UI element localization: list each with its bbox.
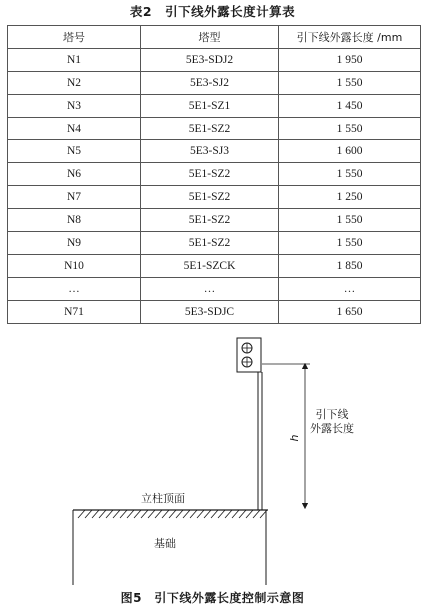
exposed-length-cell: 1 950	[279, 48, 421, 71]
hatch-mark	[176, 510, 183, 518]
hatch-mark	[155, 510, 162, 518]
tower-no-cell: N3	[8, 94, 141, 117]
hatch-mark	[120, 510, 127, 518]
table-row	[8, 277, 421, 300]
tower-no-cell: N1	[8, 48, 141, 71]
tower-type-cell: 5E1-SZ1	[141, 94, 279, 117]
hatch-mark	[134, 510, 141, 518]
hatch-mark	[148, 510, 155, 518]
tower-type-cell: 5E1-SZ2	[141, 117, 279, 140]
header-tower-type: 塔型	[141, 26, 279, 49]
label-line1: 引下线	[315, 408, 349, 421]
tower-type-cell: 5E3-SDJC	[141, 300, 279, 323]
hatching	[78, 510, 267, 518]
hatch-mark	[85, 510, 92, 518]
hatch-mark	[225, 510, 232, 518]
figure-caption: 图5 引下线外露长度控制示意图	[120, 591, 305, 605]
table-row	[8, 48, 421, 71]
tower-no-cell: N10	[8, 254, 141, 277]
foundation-label: 基础	[154, 537, 176, 550]
tower-type-cell: 5E1-SZ2	[141, 163, 279, 186]
hatch-mark	[113, 510, 120, 518]
hatch-mark	[239, 510, 246, 518]
hatch-mark	[92, 510, 99, 518]
tower-type-cell: …	[141, 277, 279, 300]
exposed-length-cell: 1 550	[279, 209, 421, 232]
table-row	[8, 163, 421, 186]
tower-no-cell: N8	[8, 209, 141, 232]
label-line2: 外露长度	[310, 422, 354, 435]
tower-no-cell: N9	[8, 232, 141, 255]
hatch-mark	[197, 510, 204, 518]
tower-type-cell: 5E1-SZ2	[141, 209, 279, 232]
hatch-mark	[218, 510, 225, 518]
column-top-label: 立柱顶面	[141, 492, 185, 505]
hatch-mark	[253, 510, 260, 518]
hatch-mark	[99, 510, 106, 518]
exposed-length-cell: 1 850	[279, 254, 421, 277]
table-row	[8, 94, 421, 117]
tower-no-cell: N4	[8, 117, 141, 140]
table-header-row	[8, 26, 421, 49]
hatch-mark	[169, 510, 176, 518]
exposed-length-cell: 1 600	[279, 140, 421, 163]
header-exposed-length: 引下线外露长度 /mm	[279, 26, 421, 49]
hatch-mark	[204, 510, 211, 518]
exposed-length-cell: 1 250	[279, 186, 421, 209]
hatch-mark	[141, 510, 148, 518]
table-row	[8, 209, 421, 232]
hatch-mark	[78, 510, 85, 518]
table-row	[8, 300, 421, 323]
table-row	[8, 232, 421, 255]
tower-type-cell: 5E1-SZCK	[141, 254, 279, 277]
exposed-length-cell: …	[279, 277, 421, 300]
exposed-length-cell: 1 450	[279, 94, 421, 117]
tower-no-cell: N2	[8, 71, 141, 94]
table-row	[8, 71, 421, 94]
tower-no-cell: N6	[8, 163, 141, 186]
hatch-mark	[127, 510, 134, 518]
tower-type-cell: 5E1-SZ2	[141, 186, 279, 209]
tower-type-cell: 5E3-SJ2	[141, 71, 279, 94]
table-row	[8, 254, 421, 277]
tower-no-cell: …	[8, 277, 141, 300]
table-caption: 表2 引下线外露长度计算表	[129, 4, 296, 19]
exposed-length-table	[7, 25, 421, 324]
exposed-length-cell: 1 550	[279, 71, 421, 94]
exposed-length-cell: 1 550	[279, 232, 421, 255]
table-row	[8, 140, 421, 163]
exposed-length-cell: 1 550	[279, 163, 421, 186]
tower-no-cell: N71	[8, 300, 141, 323]
hatch-mark	[211, 510, 218, 518]
exposed-length-cell: 1 650	[279, 300, 421, 323]
tower-no-cell: N7	[8, 186, 141, 209]
hatch-mark	[232, 510, 239, 518]
dimension-h: h	[288, 434, 301, 442]
hatch-mark	[106, 510, 113, 518]
header-tower-no: 塔号	[8, 26, 141, 49]
hatch-mark	[162, 510, 169, 518]
tower-type-cell: 5E1-SZ2	[141, 232, 279, 255]
tower-type-cell: 5E3-SJ3	[141, 140, 279, 163]
hatch-mark	[246, 510, 253, 518]
table-row	[8, 117, 421, 140]
hatch-mark	[183, 510, 190, 518]
tower-no-cell: N5	[8, 140, 141, 163]
hatch-mark	[190, 510, 197, 518]
exposed-length-diagram	[0, 330, 425, 585]
tower-type-cell: 5E3-SDJ2	[141, 48, 279, 71]
exposed-length-cell: 1 550	[279, 117, 421, 140]
table-row	[8, 186, 421, 209]
